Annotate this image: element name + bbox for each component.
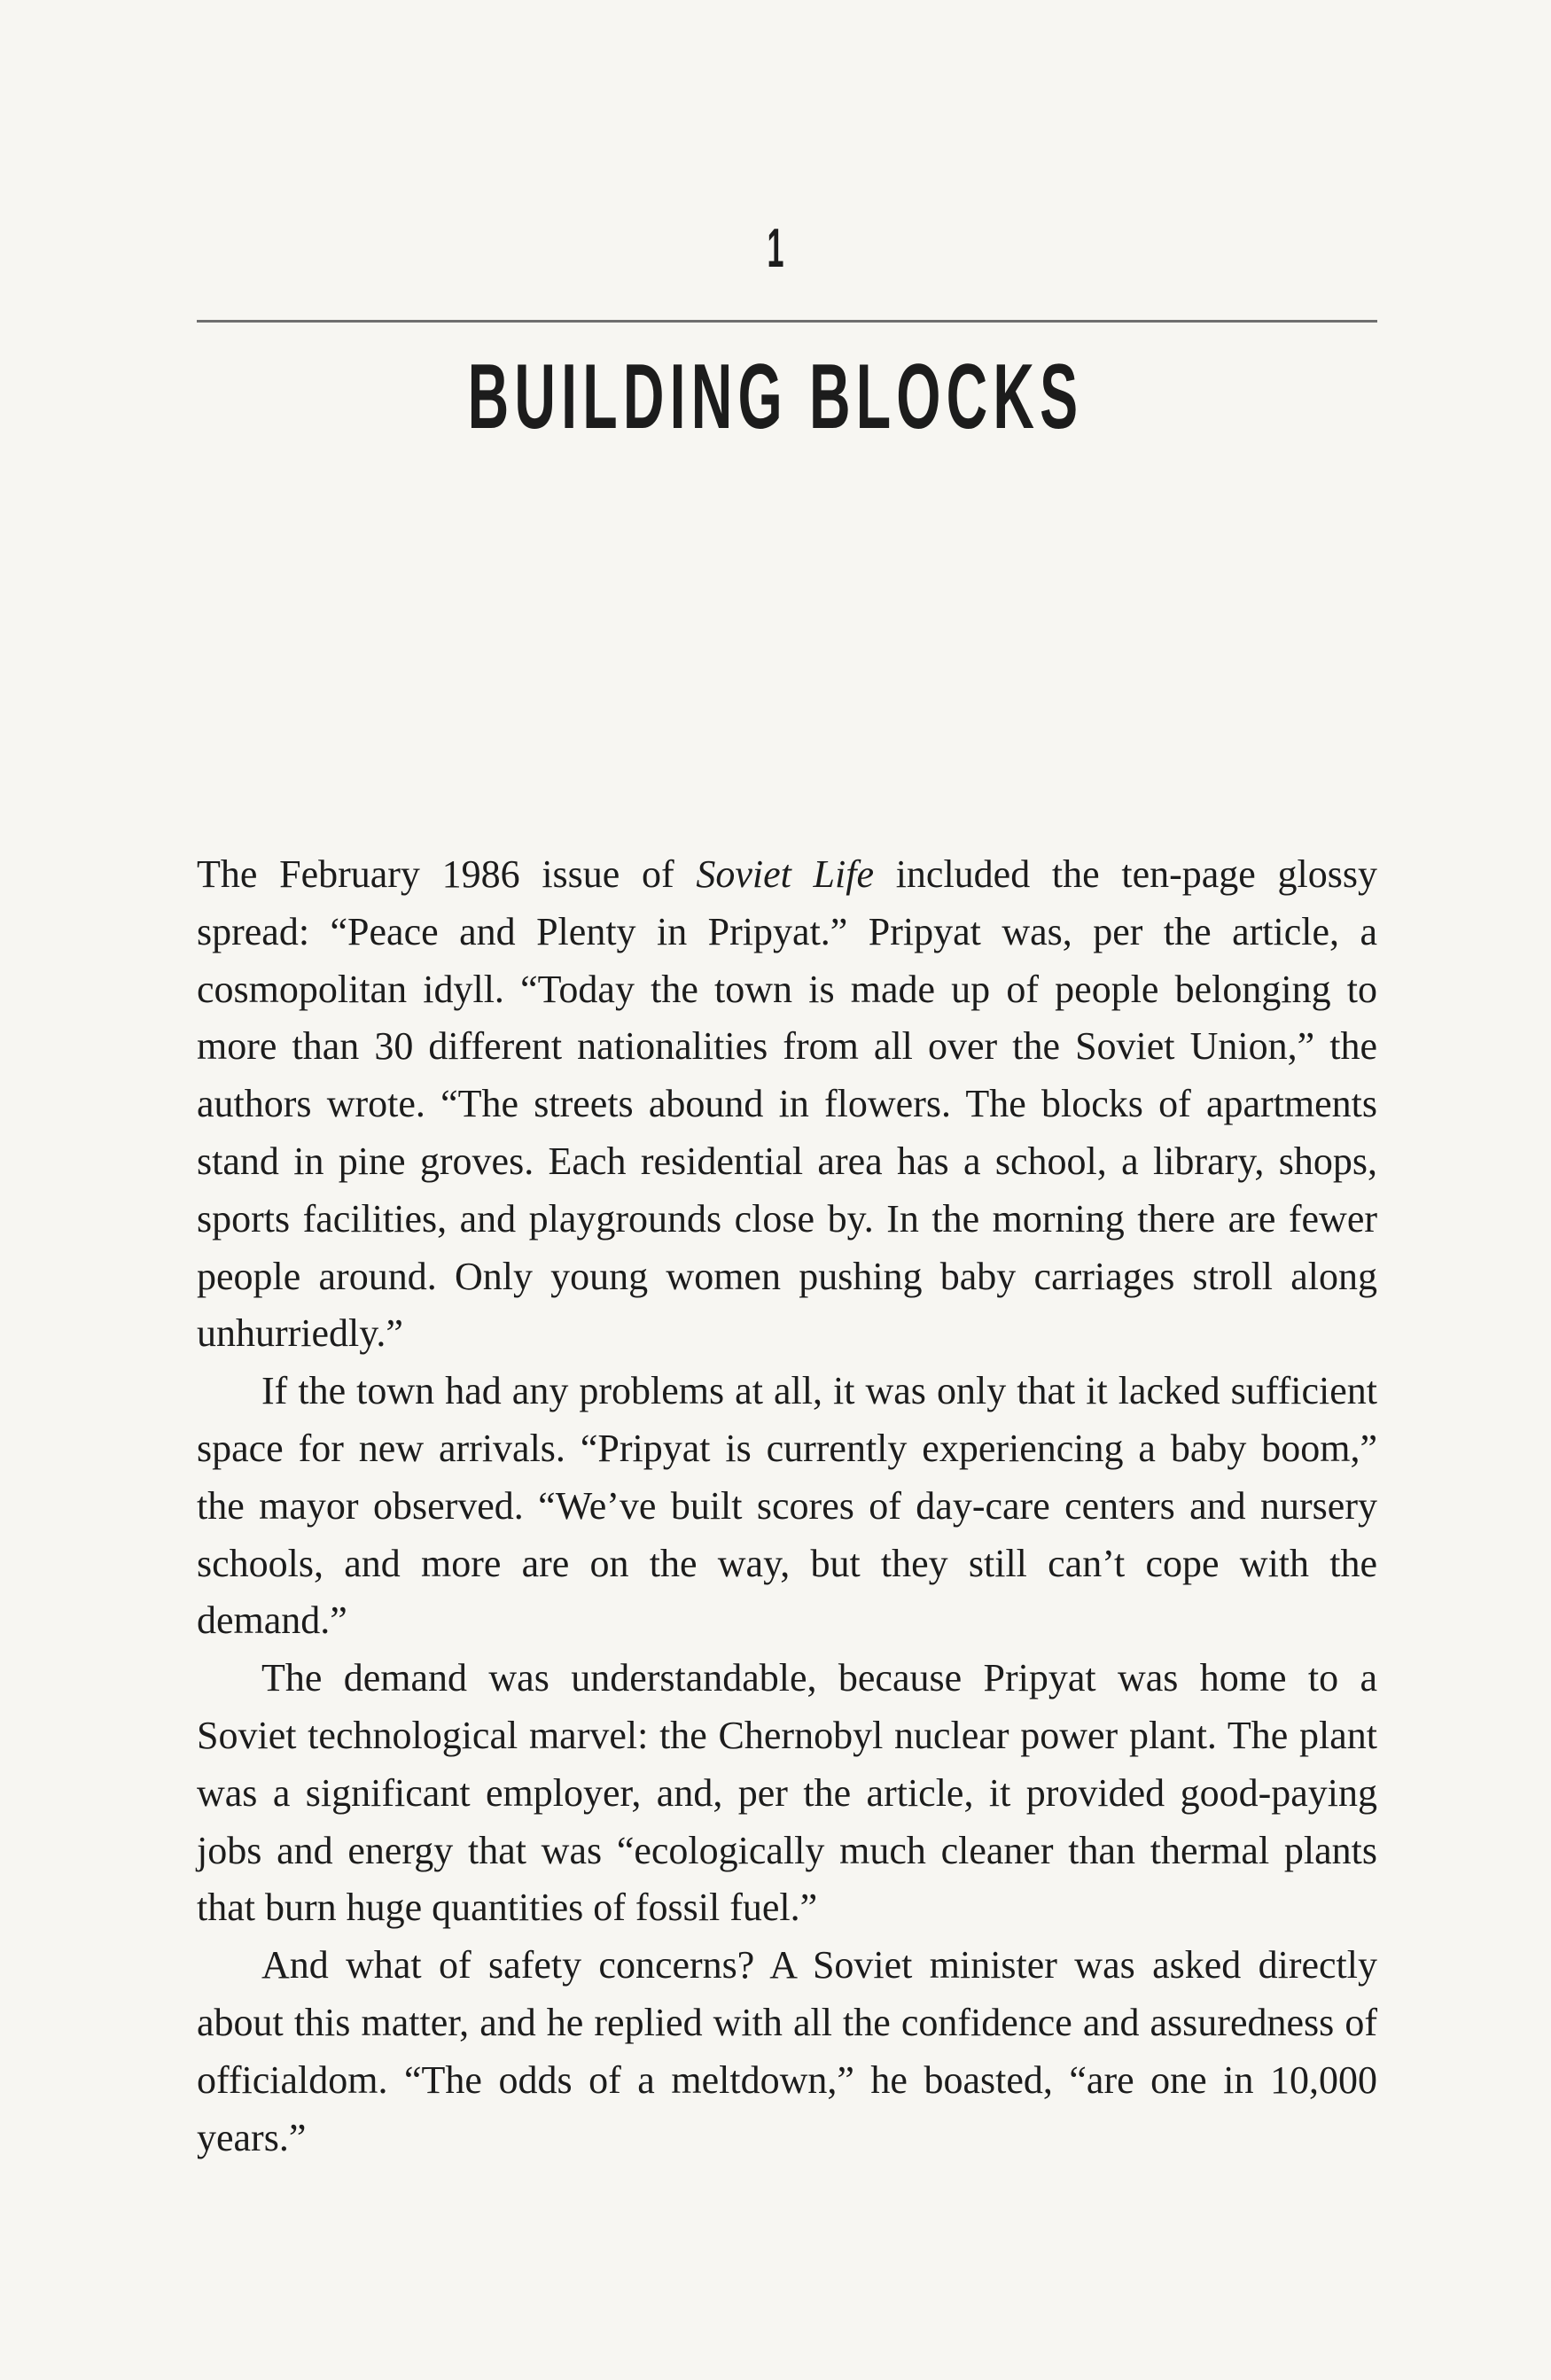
paragraph-2: If the town had any problems at all, it was only that it lacked sufficient space for new arrivals. “Pripyat is currently experiencing a baby boom,” the mayor observed. “We’ve built scores of day-care centers and nursery schools, and more are on the way, but they still can’t cope with the demand.”	[197, 1369, 1377, 1643]
paragraph-1-rest: included the ten-page glossy spread: “Peace and Plenty in Pripyat.” Pripyat was, per the article, a cosmopolitan idyll. “Today the town is made up of people belonging to more than 30 different nationalities from all over the Soviet Union,” the authors wrote. “The streets abound in flowers. The blocks of apartments stand in pine groves. Each residential area has a school, a library, shops, sports facilities, and playgrounds close by. In the morning there are fewer people around. Only young women pushing baby carriages stroll along unhurriedly.”	[197, 852, 1377, 1356]
paragraph-1-lead: The February 1986 issue of	[197, 852, 697, 896]
body-text	[197, 846, 1377, 2166]
paragraph-3: The demand was understandable, because Pripyat was home to a Soviet technological marvel: the Chernobyl nuclear power plant. The plant was a significant employer, and, per the article, it provided good-paying jobs and energy that was “ecologically much cleaner than thermal plants that burn huge quantities of fossil fuel.”	[197, 1656, 1377, 1930]
paragraph-1	[197, 846, 1377, 1363]
chapter-title: BUILDING BLOCKS	[467, 346, 1084, 448]
chapter-number: 1	[767, 218, 784, 279]
magazine-title: Soviet Life	[696, 852, 875, 896]
chapter-divider	[197, 320, 1377, 323]
paragraph-4: And what of safety concerns? A Soviet minister was asked directly about this matter, and he replied with all the confidence and assuredness of officialdom. “The odds of a meltdown,” he boasted, “are one in 10,000 years.”	[197, 1943, 1377, 2159]
